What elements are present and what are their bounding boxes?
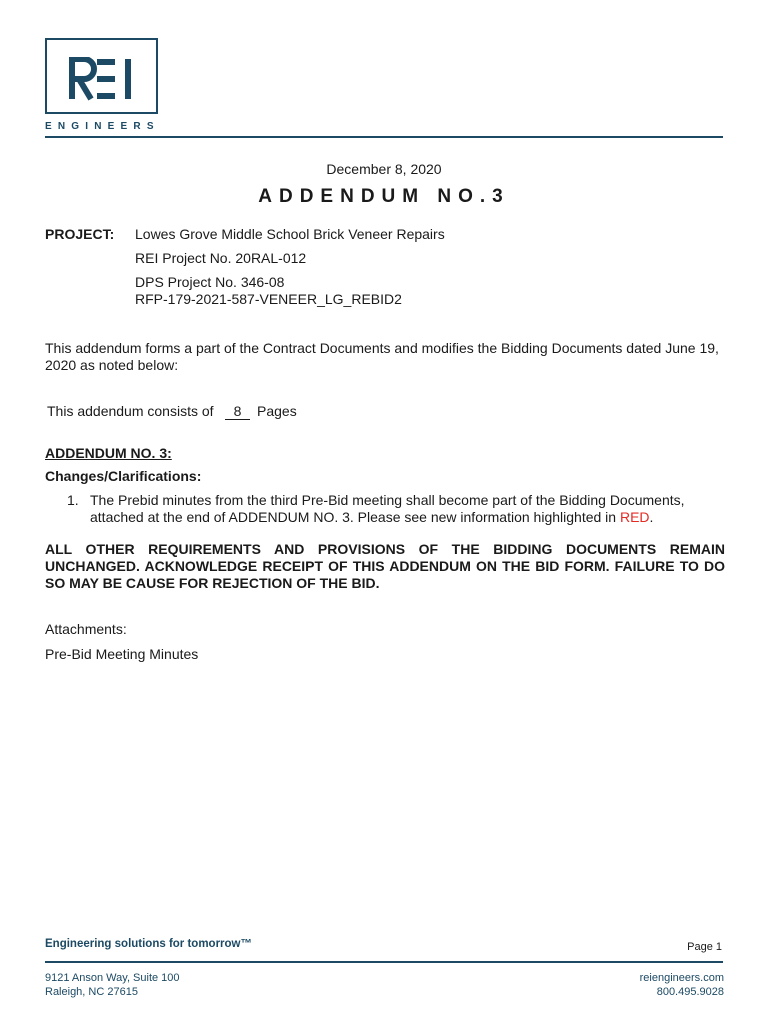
logo-subtitle: ENGINEERS bbox=[45, 121, 160, 132]
page-count-value: 8 bbox=[225, 403, 250, 420]
attachment-item: Pre-Bid Meeting Minutes bbox=[45, 646, 199, 662]
company-logo bbox=[45, 38, 158, 114]
page-number: Page 1 bbox=[687, 941, 722, 953]
addendum-heading: ADDENDUM NO. 3: bbox=[45, 445, 172, 461]
footer-tagline: Engineering solutions for tomorrow™ bbox=[45, 938, 252, 950]
rei-project-number: REI Project No. 20RAL-012 bbox=[135, 250, 307, 266]
list-item-end: . bbox=[649, 509, 654, 525]
document-date: December 8, 2020 bbox=[326, 161, 442, 177]
rei-logo-mark bbox=[67, 57, 137, 101]
footer-phone: 800.495.9028 bbox=[656, 986, 724, 998]
page-count-prefix: This addendum consists of bbox=[47, 403, 214, 419]
rfp-number: RFP-179-2021-587-VENEER_LG_REBID2 bbox=[135, 291, 402, 307]
highlight-red-text: RED bbox=[619, 509, 650, 525]
page-count-suffix: Pages bbox=[257, 403, 297, 419]
dps-project-number: DPS Project No. 346-08 bbox=[135, 274, 285, 290]
footer-address-line1: 9121 Anson Way, Suite 100 bbox=[45, 972, 180, 984]
list-item-text: The Prebid minutes from the third Pre-Bid meeting shall become part of the Bidding Documents, attached at the end of ADDENDUM NO. 3. Please see new information highlighted in bbox=[90, 492, 685, 525]
footer-website: reiengineers.com bbox=[639, 972, 724, 984]
project-label: PROJECT: bbox=[45, 226, 115, 242]
attachments-label: Attachments: bbox=[45, 621, 127, 637]
list-item-number: 1. bbox=[67, 492, 79, 508]
project-name: Lowes Grove Middle School Brick Veneer Repairs bbox=[135, 226, 445, 242]
header-divider bbox=[45, 136, 723, 138]
requirements-notice: ALL OTHER REQUIREMENTS AND PROVISIONS OF THE BIDDING DOCUMENTS REMAIN UNCHANGED. ACKNOWLEDGE RECEIPT OF THIS ADDENDUM ON THE BID FORM. FAILURE TO DO SO MAY BE CAUSE FOR REJECTION OF THE BID. bbox=[45, 541, 725, 591]
footer-address-line2: Raleigh, NC 27615 bbox=[45, 986, 138, 998]
list-item bbox=[90, 492, 725, 526]
intro-paragraph: This addendum forms a part of the Contract Documents and modifies the Bidding Documents dated June 19, 2020 as noted below: bbox=[45, 340, 719, 373]
footer-divider bbox=[45, 961, 723, 963]
changes-heading: Changes/Clarifications: bbox=[45, 468, 202, 484]
document-title: ADDENDUM NO.3 bbox=[258, 186, 510, 207]
